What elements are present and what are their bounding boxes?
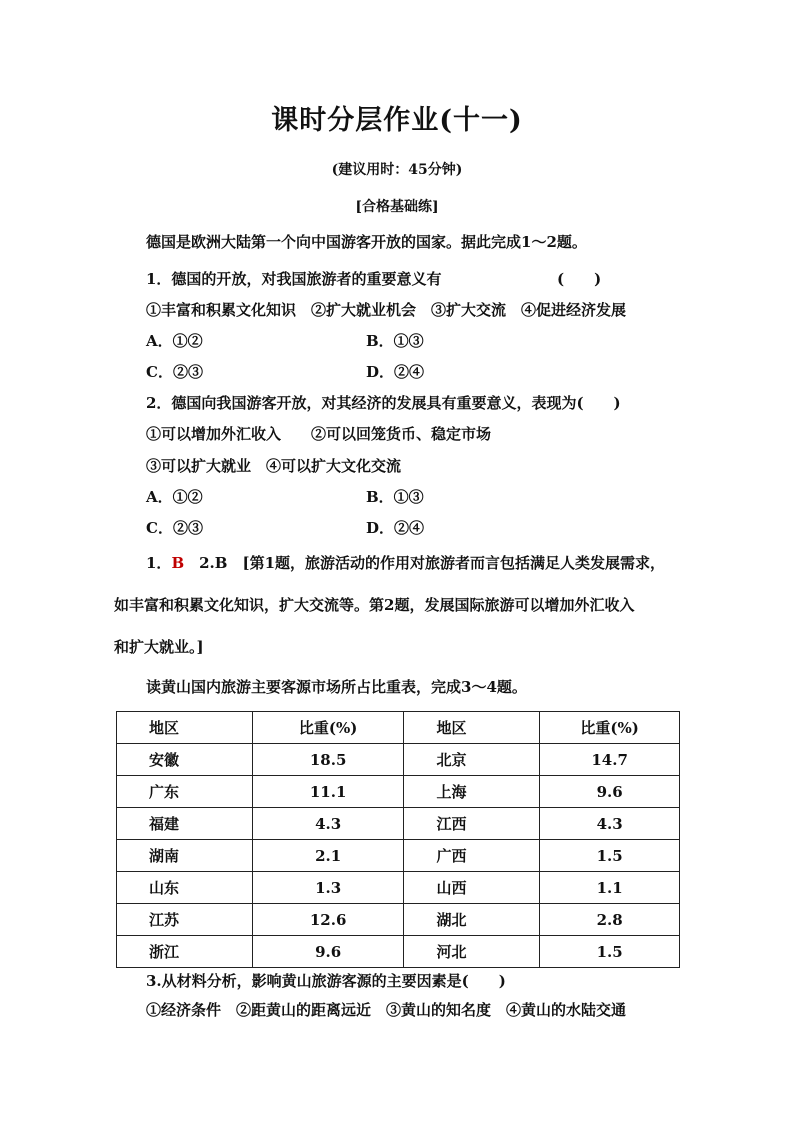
header-cell: 比重(%) bbox=[540, 712, 680, 744]
table-cell: 广西 bbox=[404, 840, 540, 872]
question-1-option-a: A．①② bbox=[146, 332, 203, 350]
header-cell: 地区 bbox=[117, 712, 253, 744]
question-2-option-a: A．①② bbox=[146, 488, 203, 506]
question-1-option-d: D．②④ bbox=[366, 363, 425, 381]
table-cell: 1.5 bbox=[540, 840, 680, 872]
table-header-row bbox=[117, 712, 680, 744]
table-cell: 江西 bbox=[404, 808, 540, 840]
header-cell: 比重(%) bbox=[252, 712, 404, 744]
table-cell: 11.1 bbox=[252, 776, 404, 808]
question-1-items: ①丰富和积累文化知识 ②扩大就业机会 ③扩大交流 ④促进经济发展 bbox=[146, 301, 627, 319]
question-2-items-line-2: ③可以扩大就业 ④可以扩大文化交流 bbox=[146, 457, 402, 475]
table-row bbox=[117, 904, 680, 936]
header-cell: 地区 bbox=[404, 712, 540, 744]
time-note: (建议用时：45分钟) bbox=[331, 162, 463, 178]
table-cell: 江苏 bbox=[117, 904, 253, 936]
table-cell: 2.8 bbox=[540, 904, 680, 936]
question-2-items-line-1: ①可以增加外汇收入 ②可以回笼货币、稳定市场 bbox=[146, 425, 492, 443]
table-cell: 9.6 bbox=[540, 776, 680, 808]
table-row bbox=[117, 808, 680, 840]
section-heading: [合格基础练] bbox=[355, 199, 439, 215]
question-3-stem: 3.从材料分析，影响黄山旅游客源的主要因素是( ) bbox=[146, 972, 506, 990]
table-cell: 14.7 bbox=[540, 744, 680, 776]
answer-explanation-3: 和扩大就业。] bbox=[114, 638, 204, 656]
answer-prefix: 1． bbox=[146, 554, 172, 572]
table-cell: 福建 bbox=[117, 808, 253, 840]
question-3-items: ①经济条件 ②距黄山的距离远近 ③黄山的知名度 ④黄山的水陆交通 bbox=[146, 1001, 627, 1019]
intro-paragraph-2: 读黄山国内旅游主要客源市场所占比重表，完成3～4题。 bbox=[146, 678, 527, 696]
question-1-bracket: ( ) bbox=[557, 270, 602, 288]
source-market-table bbox=[116, 711, 680, 968]
table-cell: 1.5 bbox=[540, 936, 680, 968]
table-cell: 上海 bbox=[404, 776, 540, 808]
answer-explanation-2: 如丰富和积累文化知识，扩大交流等。第2题，发展国际旅游可以增加外汇收入 bbox=[114, 596, 635, 614]
table-cell: 9.6 bbox=[252, 936, 404, 968]
table-cell: 4.3 bbox=[252, 808, 404, 840]
table-row bbox=[117, 744, 680, 776]
table-cell: 18.5 bbox=[252, 744, 404, 776]
table-cell: 湖北 bbox=[404, 904, 540, 936]
table-row bbox=[117, 936, 680, 968]
table-cell: 山西 bbox=[404, 872, 540, 904]
question-2-stem: 2．德国向我国游客开放，对其经济的发展具有重要意义，表现为( ) bbox=[146, 394, 621, 412]
question-1-option-b: B．①③ bbox=[366, 332, 424, 350]
table-cell: 2.1 bbox=[252, 840, 404, 872]
table-cell: 北京 bbox=[404, 744, 540, 776]
table-cell: 安徽 bbox=[117, 744, 253, 776]
table-cell: 广东 bbox=[117, 776, 253, 808]
answer-line-1 bbox=[146, 552, 665, 573]
table-row bbox=[117, 776, 680, 808]
answer-separator: 2. bbox=[184, 554, 215, 572]
table-row bbox=[117, 872, 680, 904]
table-cell: 4.3 bbox=[540, 808, 680, 840]
table-cell: 浙江 bbox=[117, 936, 253, 968]
table-cell: 山东 bbox=[117, 872, 253, 904]
answer-explanation-1: [第1题，旅游活动的作用对旅游者而言包括满足人类发展需求， bbox=[227, 554, 666, 572]
question-2-option-d: D．②④ bbox=[366, 519, 425, 537]
intro-paragraph-1: 德国是欧洲大陆第一个向中国游客开放的国家。据此完成1～2题。 bbox=[146, 233, 587, 251]
table-row bbox=[117, 840, 680, 872]
question-2-option-b: B．①③ bbox=[366, 488, 424, 506]
question-1-option-c: C．②③ bbox=[146, 363, 203, 381]
answer-2-letter: B bbox=[214, 554, 228, 572]
page-title: 课时分层作业(十一) bbox=[271, 105, 523, 136]
table-cell: 1.1 bbox=[540, 872, 680, 904]
table-cell: 河北 bbox=[404, 936, 540, 968]
table-cell: 12.6 bbox=[252, 904, 404, 936]
answer-1-letter: B bbox=[171, 554, 185, 572]
table-cell: 1.3 bbox=[252, 872, 404, 904]
question-1-stem: 1．德国的开放，对我国旅游者的重要意义有 bbox=[146, 270, 442, 288]
table-cell: 湖南 bbox=[117, 840, 253, 872]
question-2-option-c: C．②③ bbox=[146, 519, 203, 537]
